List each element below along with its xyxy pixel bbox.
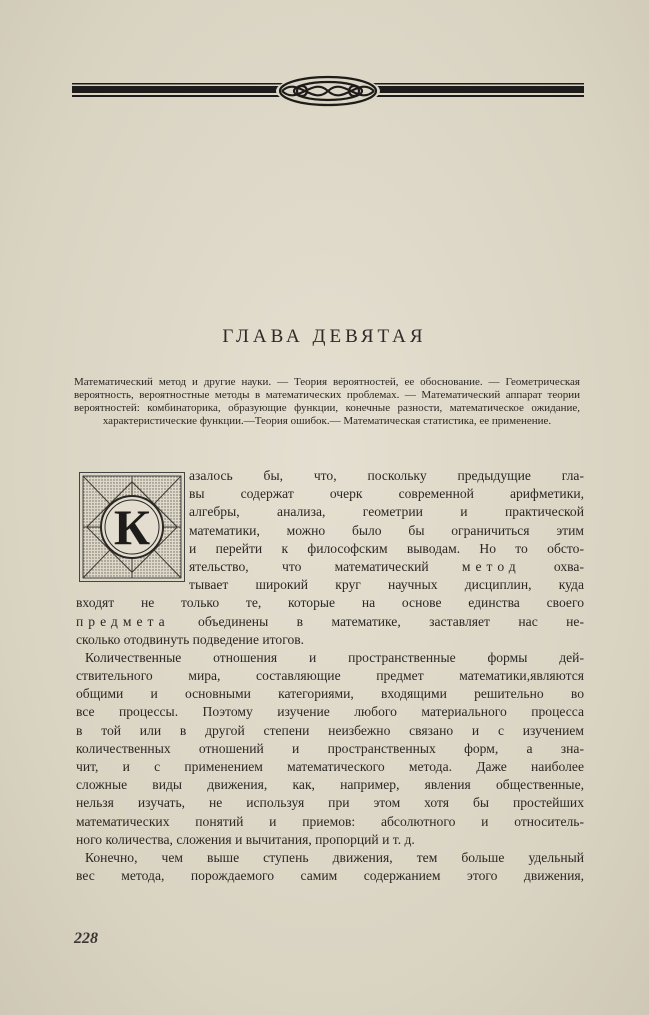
body-text — [76, 467, 584, 885]
emphasized-word: метод — [461, 558, 521, 574]
text-line: ного количества, сложения и вычитания, пропорций и т. д. — [76, 831, 415, 847]
text-line: сколько отодвинуть подведение итогов. — [76, 631, 305, 647]
text-fragment: ятельство, что математический — [189, 558, 429, 574]
page-number: 228 — [74, 930, 98, 947]
headpiece-ornament — [72, 72, 584, 112]
dropcap-letter: К — [113, 499, 151, 555]
text-line: тывает широкий круг научных дисциплин, куда — [189, 577, 584, 593]
text-line: сложные виды движения, как, например, явления общественные, — [76, 777, 584, 793]
emphasized-word: предмета — [76, 613, 170, 629]
text-line: все процессы. Поэтому изучение любого материального процесса — [76, 704, 584, 720]
text-line — [76, 558, 584, 576]
text-line: алгебры, анализа, геометрии и практической — [189, 504, 584, 520]
text-line: входят не только те, которые на основе единства своего — [76, 595, 584, 611]
text-line: чит, и с применением математического метода. Даже наиболее — [76, 759, 584, 774]
text-line: Конечно, чем выше ступень движения, тем больше удельный — [85, 849, 584, 865]
text-line: Количественные отношения и пространственные формы дей- — [85, 649, 584, 665]
text-line — [76, 613, 584, 631]
text-line: общими и основными категориями, входящими решительно во — [76, 686, 584, 702]
text-line: и перейти к философским выводам. Но то обсто- — [189, 540, 584, 556]
text-line: азалось бы, что, поскольку предыдущие гла- — [189, 468, 584, 483]
text-line: количественных отношений и пространственных форм, а зна- — [76, 740, 584, 756]
text-line: нельзя изучать, не используя при этом хотя бы простейших — [76, 795, 584, 811]
text-line: вес метода, порождаемого самим содержанием этого движения, — [76, 868, 584, 884]
text-fragment: охва- — [553, 558, 584, 574]
text-line: вы содержат очерк современной арифметики, — [189, 486, 584, 502]
text-line: ствительного мира, составляющие предмет математики,являются — [76, 668, 584, 684]
text-line: в той или в другой степени неизбежно связано и с изучением — [76, 722, 584, 738]
chapter-abstract: Математический метод и другие науки. — Теория вероятностей, ее обоснование. — Геометрическая вероятность, вероятностные методы в математических проблемах. — Математический аппарат теории вероятностей: комбинаторика, образующие функции, конечные разности, математическое ожидание, характеристические функции.—Теория ошибок.— Математическая статистика, ее применение. — [74, 376, 580, 427]
text-line: математики, можно было бы ограничиться этим — [189, 522, 584, 538]
text-fragment: объединены в математике, заставляет нас не- — [198, 613, 584, 629]
text-line: математических понятий и приемов: абсолютного и относитель- — [76, 813, 584, 829]
chapter-title: ГЛАВА ДЕВЯТАЯ — [222, 326, 427, 347]
